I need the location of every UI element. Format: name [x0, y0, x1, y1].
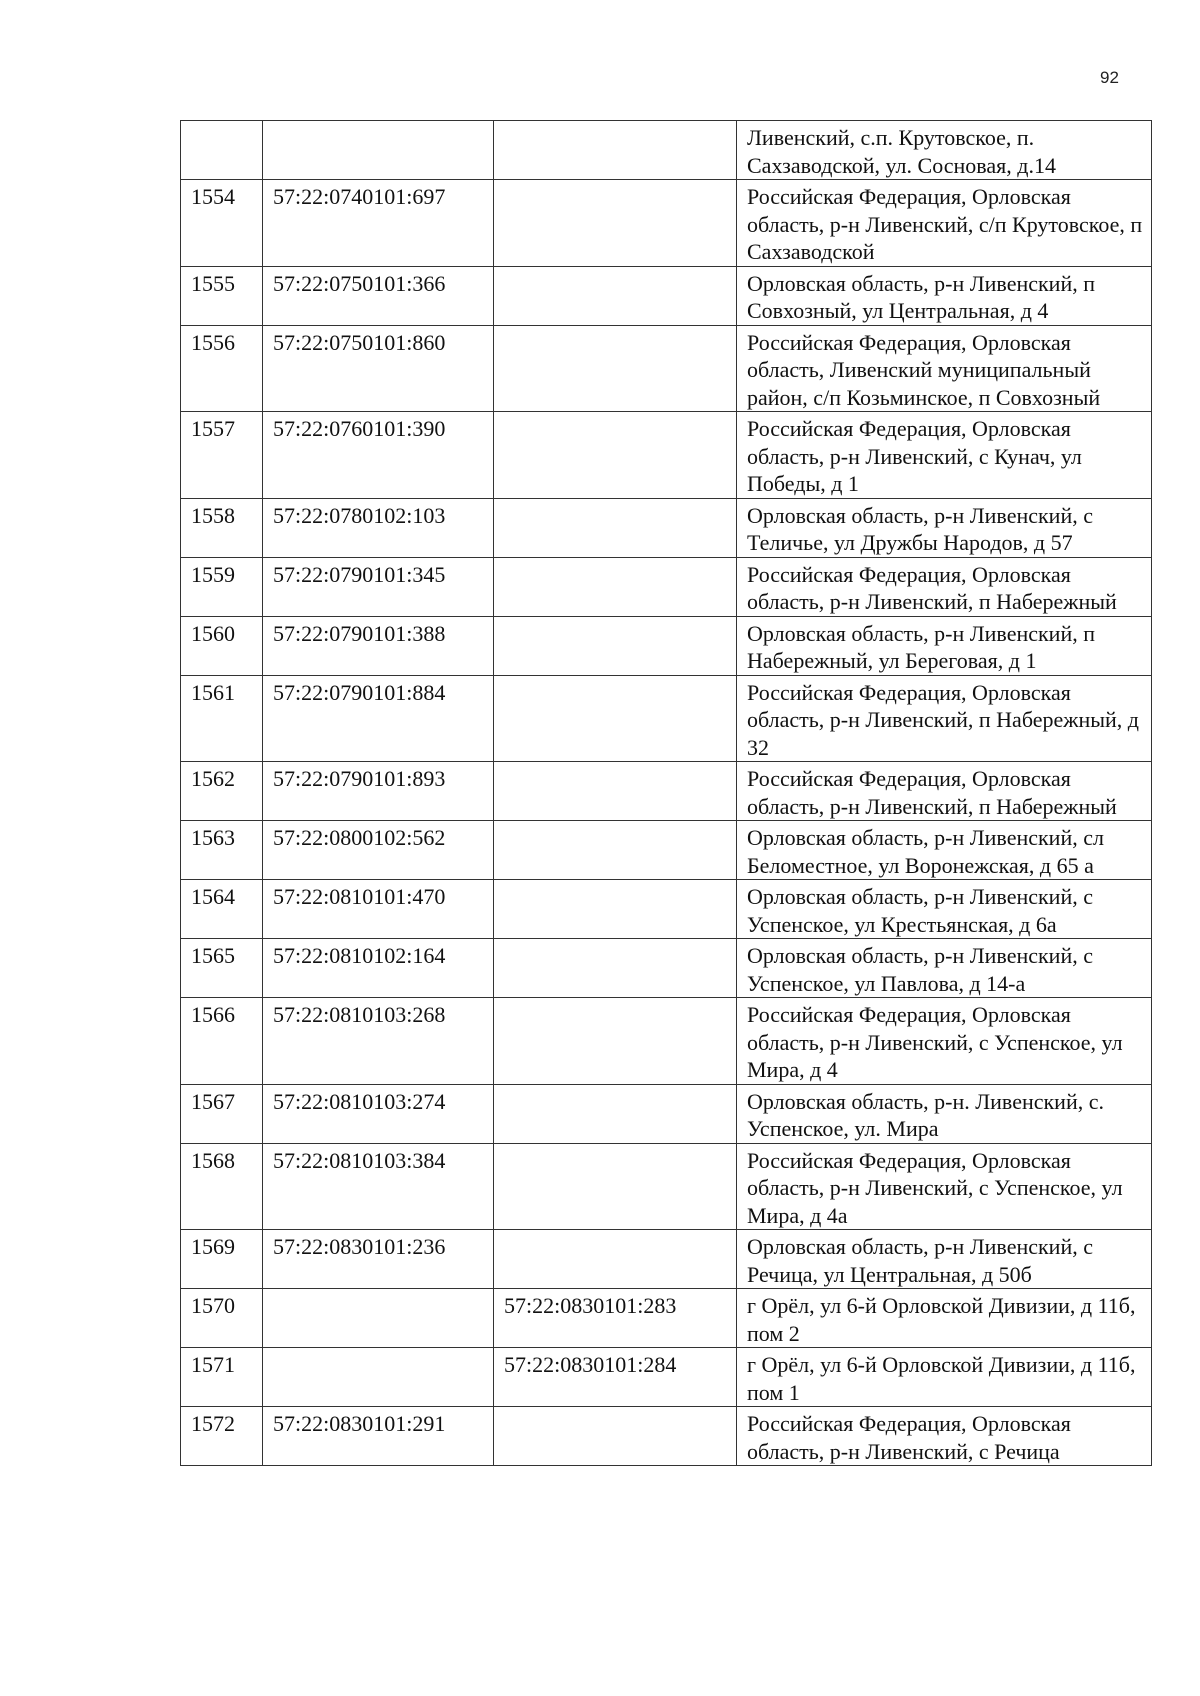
row-number-cell — [181, 121, 263, 180]
related-cadastral-number-cell — [494, 616, 737, 675]
row-number-cell: 1559 — [181, 557, 263, 616]
cadastral-number-cell: 57:22:0810103:268 — [263, 998, 494, 1085]
registry-table — [180, 120, 1152, 1466]
address-cell: Орловская область, р-н. Ливенский, с. Успенское, ул. Мира — [737, 1084, 1152, 1143]
related-cadastral-number-cell — [494, 180, 737, 267]
row-number-cell: 1572 — [181, 1407, 263, 1466]
row-number-cell: 1571 — [181, 1348, 263, 1407]
row-number-cell: 1566 — [181, 998, 263, 1085]
address-cell: Орловская область, р-н Ливенский, п Набережный, ул Береговая, д 1 — [737, 616, 1152, 675]
table-row — [181, 325, 1152, 412]
address-cell: г Орёл, ул 6-й Орловской Дивизии, д 11б, пом 2 — [737, 1289, 1152, 1348]
address-cell: Орловская область, р-н Ливенский, с Успенское, ул Крестьянская, д 6а — [737, 880, 1152, 939]
table-row — [181, 1084, 1152, 1143]
cadastral-number-cell: 57:22:0830101:236 — [263, 1230, 494, 1289]
address-cell: Российская Федерация, Орловская область, р-н Ливенский, п Набережный, д 32 — [737, 675, 1152, 762]
cadastral-number-cell: 57:22:0790101:388 — [263, 616, 494, 675]
address-cell: Орловская область, р-н Ливенский, с Успенское, ул Павлова, д 14-а — [737, 939, 1152, 998]
address-cell: Орловская область, р-н Ливенский, с Речица, ул Центральная, д 50б — [737, 1230, 1152, 1289]
cadastral-number-cell: 57:22:0740101:697 — [263, 180, 494, 267]
row-number-cell: 1557 — [181, 412, 263, 499]
table-row — [181, 180, 1152, 267]
related-cadastral-number-cell — [494, 412, 737, 499]
address-cell: Ливенский, с.п. Крутовское, п. Сахзаводской, ул. Сосновая, д.14 — [737, 121, 1152, 180]
row-number-cell: 1558 — [181, 498, 263, 557]
cadastral-number-cell: 57:22:0810103:274 — [263, 1084, 494, 1143]
row-number-cell: 1568 — [181, 1143, 263, 1230]
row-number-cell: 1560 — [181, 616, 263, 675]
address-cell: Российская Федерация, Орловская область, р-н Ливенский, с Речица — [737, 1407, 1152, 1466]
cadastral-number-cell: 57:22:0810102:164 — [263, 939, 494, 998]
address-cell: Орловская область, р-н Ливенский, п Совхозный, ул Центральная, д 4 — [737, 266, 1152, 325]
related-cadastral-number-cell — [494, 821, 737, 880]
related-cadastral-number-cell — [494, 1407, 737, 1466]
table-row — [181, 675, 1152, 762]
address-cell: Российская Федерация, Орловская область, Ливенский муниципальный район, с/п Козьминское, п Совхозный — [737, 325, 1152, 412]
row-number-cell: 1564 — [181, 880, 263, 939]
related-cadastral-number-cell — [494, 1084, 737, 1143]
related-cadastral-number-cell — [494, 1230, 737, 1289]
related-cadastral-number-cell: 57:22:0830101:283 — [494, 1289, 737, 1348]
row-number-cell: 1561 — [181, 675, 263, 762]
address-cell: Российская Федерация, Орловская область, р-н Ливенский, с Успенское, ул Мира, д 4а — [737, 1143, 1152, 1230]
table-row — [181, 266, 1152, 325]
address-cell: Российская Федерация, Орловская область, р-н Ливенский, с Успенское, ул Мира, д 4 — [737, 998, 1152, 1085]
cadastral-number-cell: 57:22:0800102:562 — [263, 821, 494, 880]
related-cadastral-number-cell — [494, 498, 737, 557]
row-number-cell: 1555 — [181, 266, 263, 325]
related-cadastral-number-cell — [494, 325, 737, 412]
cadastral-number-cell: 57:22:0810101:470 — [263, 880, 494, 939]
related-cadastral-number-cell — [494, 762, 737, 821]
row-number-cell: 1567 — [181, 1084, 263, 1143]
related-cadastral-number-cell: 57:22:0830101:284 — [494, 1348, 737, 1407]
row-number-cell: 1570 — [181, 1289, 263, 1348]
row-number-cell: 1569 — [181, 1230, 263, 1289]
related-cadastral-number-cell — [494, 675, 737, 762]
row-number-cell: 1554 — [181, 180, 263, 267]
cadastral-number-cell: 57:22:0790101:893 — [263, 762, 494, 821]
address-cell: Орловская область, р-н Ливенский, сл Беломестное, ул Воронежская, д 65 а — [737, 821, 1152, 880]
address-cell: г Орёл, ул 6-й Орловской Дивизии, д 11б, пом 1 — [737, 1348, 1152, 1407]
table-row — [181, 121, 1152, 180]
table-row — [181, 1348, 1152, 1407]
address-cell: Российская Федерация, Орловская область, р-н Ливенский, п Набережный — [737, 762, 1152, 821]
address-cell: Российская Федерация, Орловская область, р-н Ливенский, с Кунач, ул Победы, д 1 — [737, 412, 1152, 499]
row-number-cell: 1565 — [181, 939, 263, 998]
table-row — [181, 998, 1152, 1085]
related-cadastral-number-cell — [494, 880, 737, 939]
table-row — [181, 498, 1152, 557]
cadastral-number-cell: 57:22:0790101:345 — [263, 557, 494, 616]
table-row — [181, 557, 1152, 616]
cadastral-number-cell: 57:22:0750101:366 — [263, 266, 494, 325]
address-cell: Российская Федерация, Орловская область, р-н Ливенский, с/п Крутовское, п Сахзаводской — [737, 180, 1152, 267]
row-number-cell: 1562 — [181, 762, 263, 821]
table-row — [181, 880, 1152, 939]
cadastral-number-cell: 57:22:0790101:884 — [263, 675, 494, 762]
cadastral-number-cell: 57:22:0760101:390 — [263, 412, 494, 499]
related-cadastral-number-cell — [494, 121, 737, 180]
table-row — [181, 1289, 1152, 1348]
table-row — [181, 762, 1152, 821]
table-row — [181, 1407, 1152, 1466]
table-row — [181, 939, 1152, 998]
related-cadastral-number-cell — [494, 939, 737, 998]
cadastral-number-cell — [263, 1348, 494, 1407]
related-cadastral-number-cell — [494, 998, 737, 1085]
related-cadastral-number-cell — [494, 557, 737, 616]
row-number-cell: 1556 — [181, 325, 263, 412]
cadastral-number-cell — [263, 121, 494, 180]
table-row — [181, 616, 1152, 675]
cadastral-number-cell — [263, 1289, 494, 1348]
address-cell: Российская Федерация, Орловская область, р-н Ливенский, п Набережный — [737, 557, 1152, 616]
table-row — [181, 412, 1152, 499]
cadastral-number-cell: 57:22:0810103:384 — [263, 1143, 494, 1230]
table-row — [181, 821, 1152, 880]
row-number-cell: 1563 — [181, 821, 263, 880]
page-number: 92 — [1100, 68, 1119, 87]
table-row — [181, 1143, 1152, 1230]
address-cell: Орловская область, р-н Ливенский, с Теличье, ул Дружбы Народов, д 57 — [737, 498, 1152, 557]
table-body — [181, 121, 1152, 1466]
related-cadastral-number-cell — [494, 1143, 737, 1230]
table-row — [181, 1230, 1152, 1289]
cadastral-number-cell: 57:22:0780102:103 — [263, 498, 494, 557]
related-cadastral-number-cell — [494, 266, 737, 325]
cadastral-number-cell: 57:22:0830101:291 — [263, 1407, 494, 1466]
cadastral-number-cell: 57:22:0750101:860 — [263, 325, 494, 412]
